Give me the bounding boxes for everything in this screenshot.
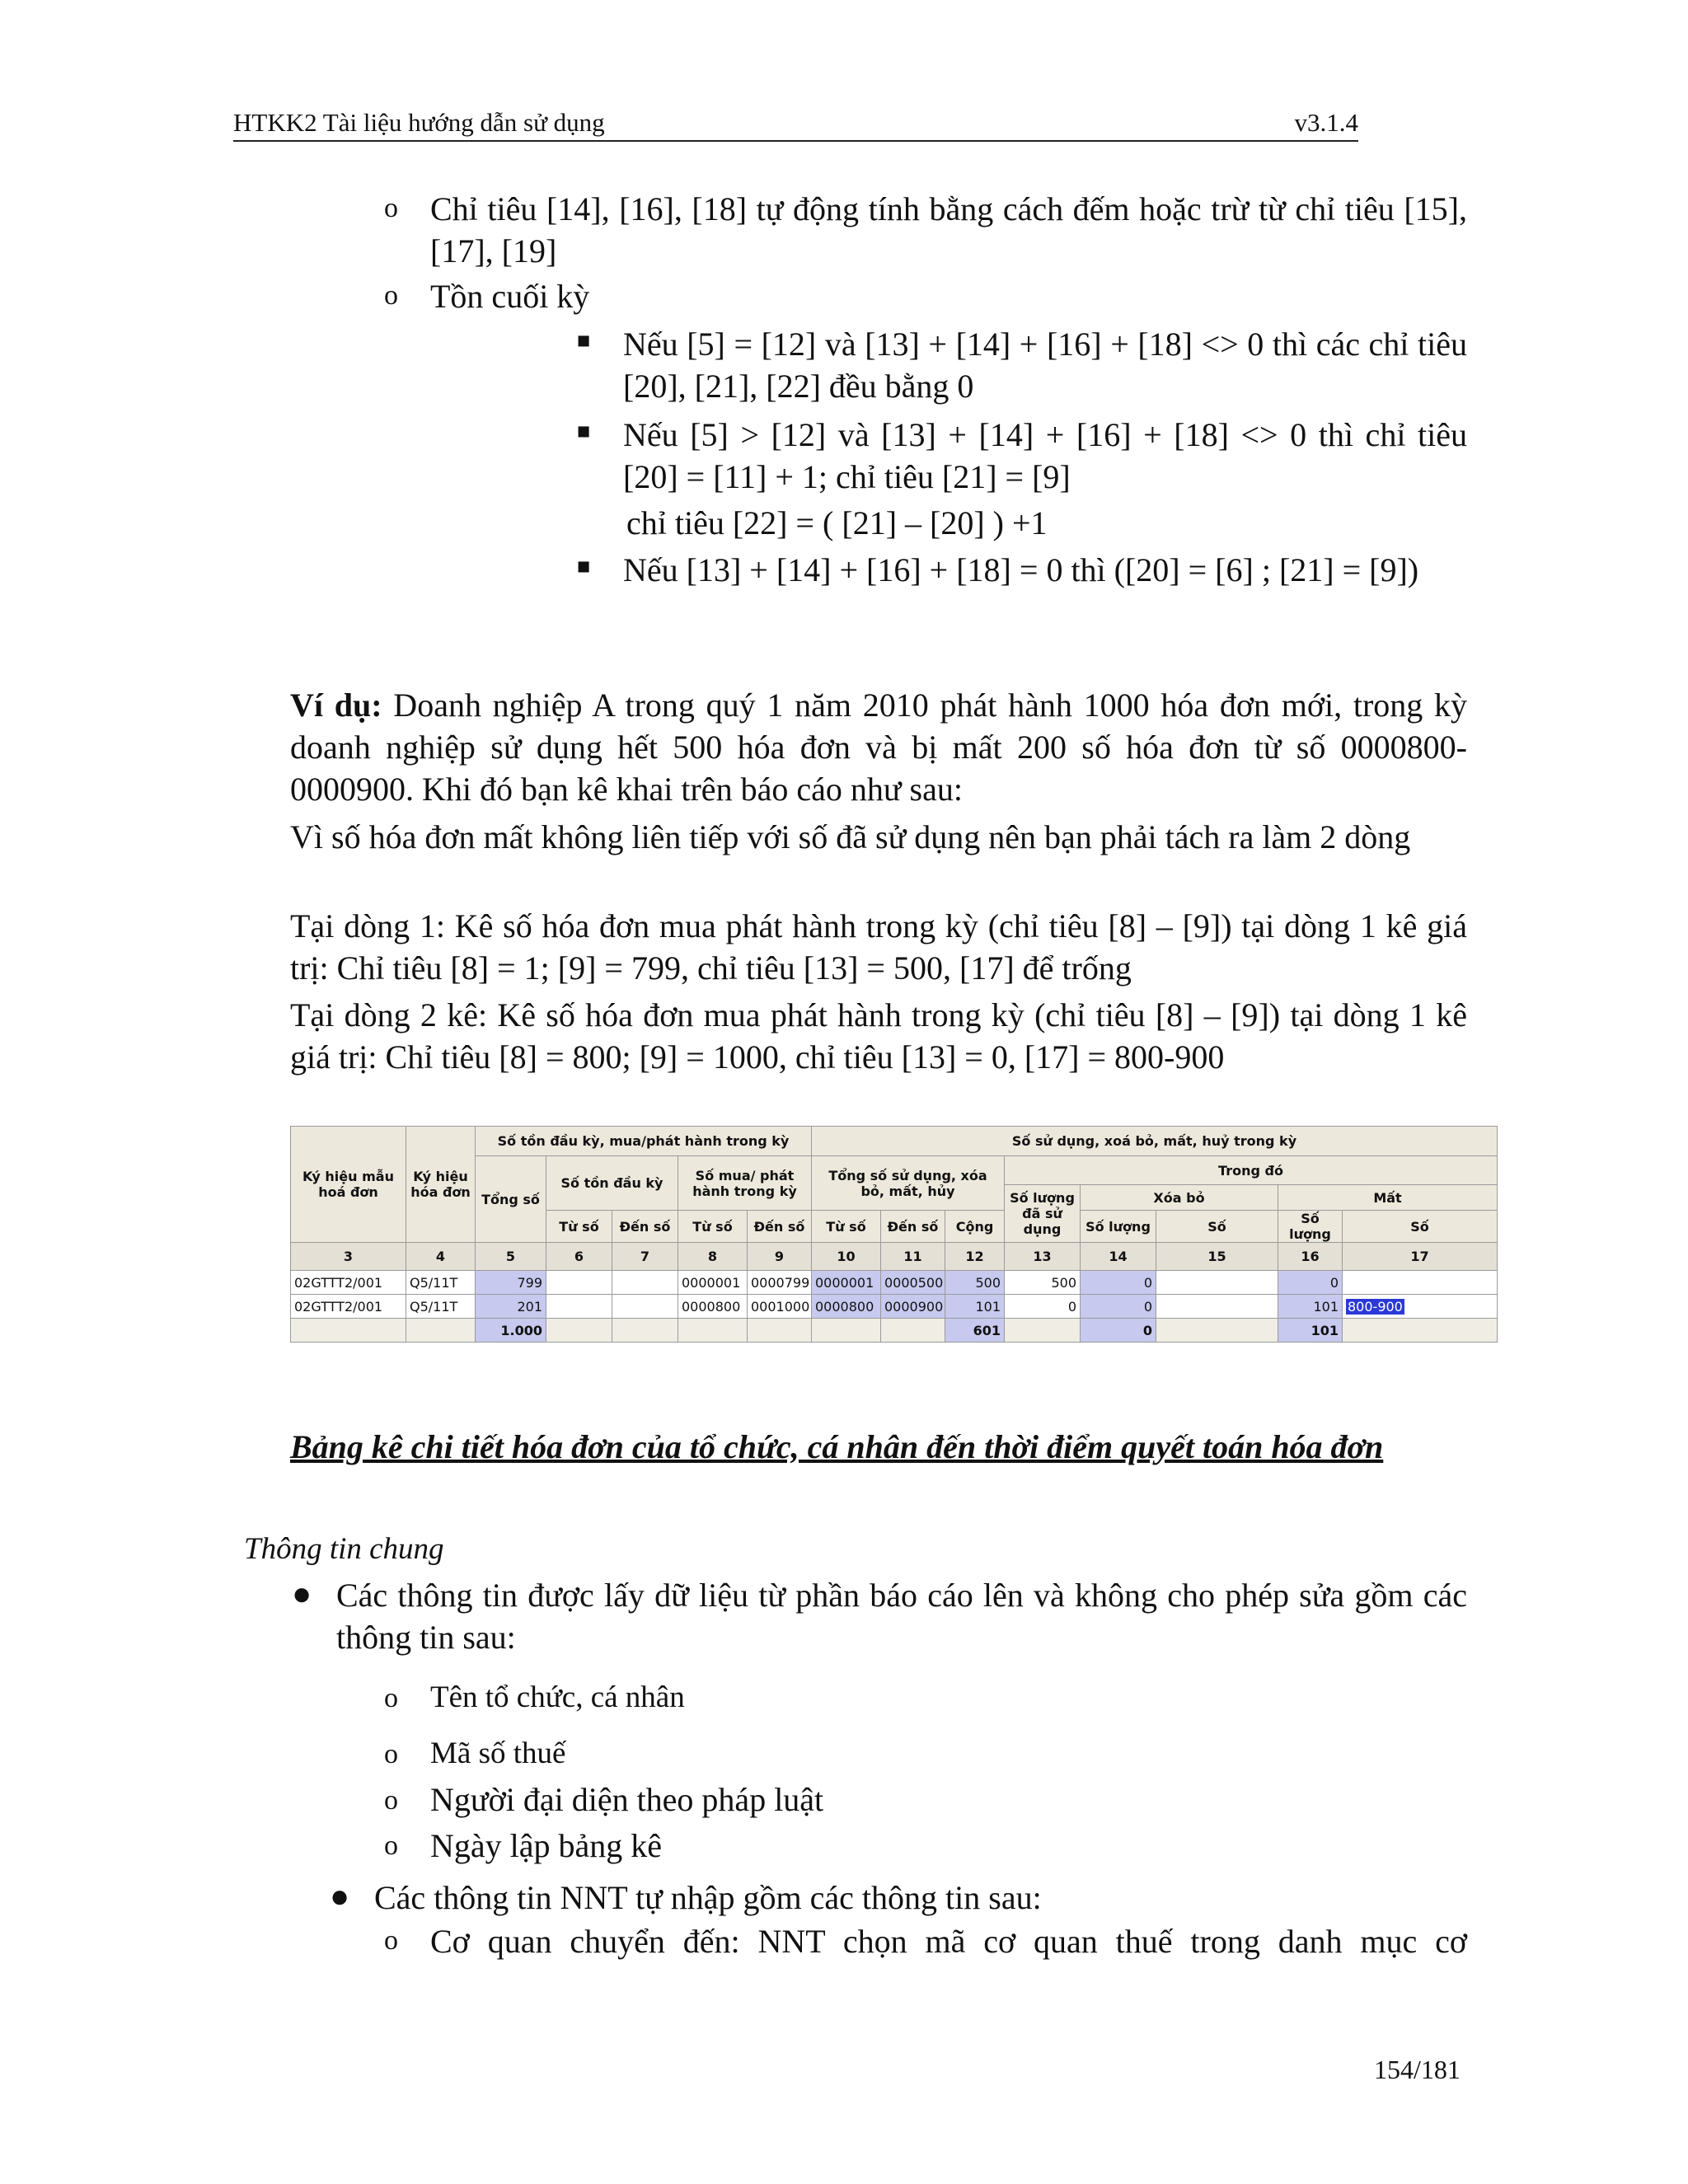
table-cell[interactable] [546, 1295, 612, 1319]
info-item: Mã số thuế [430, 1736, 566, 1770]
example-text: Doanh nghiệp A trong quý 1 năm 2010 phát hành 1000 hóa đơn mới, trong kỳ doanh nghiệp sử dụng hết 500 hóa đơn và bị mất 200 số hóa đơn từ số 0000800-0000900. Khi đó bạn kê khai trên báo cáo như sau: [290, 687, 1468, 808]
document-title: HTKK2 Tài liệu hướng dẫn sử dụng [233, 108, 605, 137]
table-cell[interactable]: Q5/11T [406, 1271, 476, 1295]
square-bullet-icon: ■ [577, 554, 591, 579]
table-cell[interactable]: 0 [1081, 1271, 1156, 1295]
total-cell: 101 [1278, 1319, 1343, 1343]
table-cell[interactable]: 101 [1278, 1295, 1343, 1319]
circle-bullet-icon: o [384, 193, 398, 223]
total-cell [612, 1319, 678, 1343]
table-cell[interactable]: 500 [1005, 1271, 1081, 1295]
col-index: 9 [748, 1243, 812, 1271]
col-header-so-luong: Số lượng [1081, 1211, 1156, 1243]
info-bullet-1: Các thông tin được lấy dữ liệu từ phần báo cáo lên và không cho phép sửa gồm các thông tin sau: [336, 1577, 1467, 1656]
table-cell[interactable]: 02GTTT2/001 [291, 1295, 406, 1319]
info-item: Người đại diện theo pháp luật [430, 1781, 824, 1818]
col-index: 13 [1005, 1243, 1081, 1271]
col-header-sl-da-su-dung: Số lượng đã sử dụng [1005, 1185, 1081, 1243]
invoice-report-table [290, 1126, 1498, 1343]
col-header-so: Số [1156, 1211, 1278, 1243]
total-cell [1156, 1319, 1278, 1343]
col-group-ton-dau-ky: Số tồn đầu kỳ, mua/phát hành trong kỳ [476, 1127, 812, 1156]
info-item: Cơ quan chuyển đến: NNT chọn mã cơ quan thuế trong danh mục cơ [430, 1923, 1467, 1960]
col-header-tu-so: Từ số [678, 1211, 748, 1243]
total-cell [748, 1319, 812, 1343]
table-cell[interactable] [612, 1271, 678, 1295]
example-paragraph [290, 684, 1467, 810]
table-cell[interactable] [1156, 1295, 1278, 1319]
col-header-den-so: Đến số [881, 1211, 945, 1243]
total-cell: 0 [1081, 1319, 1156, 1343]
total-cell [881, 1319, 945, 1343]
info-item: Ngày lập bảng kê [430, 1827, 663, 1864]
col-index: 7 [612, 1243, 678, 1271]
table-cell[interactable]: 500 [945, 1271, 1005, 1295]
total-cell [678, 1319, 748, 1343]
square-bullet-icon: ■ [577, 328, 591, 353]
col-index: 10 [812, 1243, 881, 1271]
circle-bullet-icon: o [384, 280, 398, 311]
table-cell[interactable]: 101 [945, 1295, 1005, 1319]
col-header-ton-dau-ky: Số tồn đầu kỳ [546, 1156, 678, 1211]
col-header-tu-so: Từ số [546, 1211, 612, 1243]
circle-bullet-icon: o [384, 1925, 398, 1956]
col-header-ky-hieu: Ký hiệu hóa đơn [406, 1127, 476, 1243]
col-index: 8 [678, 1243, 748, 1271]
table-cell[interactable]: 02GTTT2/001 [291, 1271, 406, 1295]
col-header-tu-so: Từ số [812, 1211, 881, 1243]
section-subheading: Thông tin chung [244, 1532, 444, 1566]
example-paragraph-3: Tại dòng 1: Kê số hóa đơn mua phát hành trong kỳ (chỉ tiêu [8] – [9]) tại dòng 1 kê giá trị: Chỉ tiêu [8] = 1; [9] = 799, chỉ tiêu [13] = 500, [17] để trống [290, 907, 1467, 987]
rule-sub-1: Nếu [5] = [12] và [13] + [14] + [16] + [18] <> 0 thì các chỉ tiêu [20], [21], [22] đều bằng 0 [623, 326, 1467, 405]
info-bullet-2: Các thông tin NNT tự nhập gồm các thông tin sau: [374, 1879, 1042, 1916]
section-heading: Bảng kê chi tiết hóa đơn của tổ chức, cá nhân đến thời điểm quyết toán hóa đơn [290, 1428, 1384, 1465]
table-cell[interactable]: 0000500 [881, 1271, 945, 1295]
circle-bullet-icon: o [384, 1830, 398, 1861]
table-cell[interactable]: 0000800 [678, 1295, 748, 1319]
table-cell[interactable] [1343, 1271, 1498, 1295]
info-item: Tên tổ chức, cá nhân [430, 1680, 685, 1714]
total-cell [1005, 1319, 1081, 1343]
dot-bullet-icon: ● [330, 1877, 350, 1915]
rule-item-1: Chỉ tiêu [14], [16], [18] tự động tính bằng cách đếm hoặc trừ từ chỉ tiêu [15], [17], [19] [430, 190, 1467, 269]
col-header-den-so: Đến số [748, 1211, 812, 1243]
total-cell [1343, 1319, 1498, 1343]
example-paragraph-4: Tại dòng 2 kê: Kê số hóa đơn mua phát hành trong kỳ (chỉ tiêu [8] – [9]) tại dòng 1 kê giá trị: Chỉ tiêu [8] = 800; [9] = 1000, chỉ tiêu [13] = 0, [17] = 800-900 [290, 996, 1467, 1076]
circle-bullet-icon: o [384, 1683, 398, 1713]
table-cell[interactable]: Q5/11T [406, 1295, 476, 1319]
document-version: v3.1.4 [1294, 108, 1358, 137]
col-index: 12 [945, 1243, 1005, 1271]
invoice-table-screenshot [290, 1126, 1497, 1371]
total-cell [291, 1319, 406, 1343]
page-number: 154/181 [1374, 2055, 1461, 2084]
table-row [291, 1271, 1498, 1295]
col-header-mua-phat-hanh: Số mua/ phát hành trong kỳ [678, 1156, 812, 1211]
table-total-row [291, 1319, 1498, 1343]
rule-sub-2: Nếu [5] > [12] và [13] + [14] + [16] + [18] <> 0 thì chỉ tiêu [20] = [11] + 1; chỉ tiêu [21] = [9] [623, 416, 1467, 495]
total-cell: 601 [945, 1319, 1005, 1343]
table-cell[interactable]: 0000900 [881, 1295, 945, 1319]
table-cell[interactable]: 0 [1005, 1295, 1081, 1319]
col-header-cong: Cộng [945, 1211, 1005, 1243]
col-index: 15 [1156, 1243, 1278, 1271]
col-index: 6 [546, 1243, 612, 1271]
total-cell [546, 1319, 612, 1343]
table-row [291, 1295, 1498, 1319]
table-cell[interactable] [1156, 1271, 1278, 1295]
total-cell [812, 1319, 881, 1343]
selected-table-cell[interactable] [1343, 1295, 1498, 1319]
col-group-su-dung: Số sử dụng, xoá bỏ, mất, huỷ trong kỳ [812, 1127, 1498, 1156]
example-label: Ví dụ: [290, 687, 382, 724]
rule-sub-2-cont: chỉ tiêu [22] = ( [21] – [20] ) +1 [626, 504, 1048, 541]
total-cell [406, 1319, 476, 1343]
col-header-mat: Mất [1278, 1185, 1498, 1211]
col-index: 4 [406, 1243, 476, 1271]
table-cell[interactable]: 799 [476, 1271, 546, 1295]
col-header-den-so: Đến số [612, 1211, 678, 1243]
circle-bullet-icon: o [384, 1739, 398, 1769]
col-index: 11 [881, 1243, 945, 1271]
table-cell[interactable]: 201 [476, 1295, 546, 1319]
rule-sub-3: Nếu [13] + [14] + [16] + [18] = 0 thì ([20] = [6] ; [21] = [9]) [623, 551, 1419, 588]
dot-bullet-icon: ● [292, 1575, 312, 1612]
col-header-tong-su-dung: Tổng số sử dụng, xóa bỏ, mất, hủy [812, 1156, 1005, 1211]
col-header-ky-hieu-mau: Ký hiệu mẫu hoá đơn [291, 1127, 406, 1243]
table-cell[interactable]: 0000800 [812, 1295, 881, 1319]
col-index: 16 [1278, 1243, 1343, 1271]
square-bullet-icon: ■ [577, 419, 591, 443]
col-header-so: Số [1343, 1211, 1498, 1243]
col-header-trong-do: Trong đó [1005, 1156, 1498, 1185]
table-cell[interactable]: 0001000 [748, 1295, 812, 1319]
circle-bullet-icon: o [384, 1785, 398, 1816]
col-index: 3 [291, 1243, 406, 1271]
table-cell[interactable]: 0000001 [812, 1271, 881, 1295]
table-cell[interactable]: 0000001 [678, 1271, 748, 1295]
col-index: 17 [1343, 1243, 1498, 1271]
table-cell[interactable]: 0000799 [748, 1271, 812, 1295]
col-header-so-luong: Số lượng [1278, 1211, 1343, 1243]
rule-item-2: Tồn cuối kỳ [430, 278, 590, 315]
table-cell[interactable]: 0 [1278, 1271, 1343, 1295]
table-cell[interactable] [546, 1271, 612, 1295]
col-index: 14 [1081, 1243, 1156, 1271]
col-index: 5 [476, 1243, 546, 1271]
example-paragraph-2: Vì số hóa đơn mất không liên tiếp với số đã sử dụng nên bạn phải tách ra làm 2 dòng [290, 818, 1411, 855]
table-cell[interactable]: 0 [1081, 1295, 1156, 1319]
selected-cell-text: 800-900 [1348, 1298, 1403, 1315]
col-header-xoa-bo: Xóa bỏ [1081, 1185, 1278, 1211]
col-header-tong-so: Tổng số [476, 1156, 546, 1243]
table-cell[interactable] [612, 1295, 678, 1319]
page-header [233, 105, 1358, 142]
total-cell: 1.000 [476, 1319, 546, 1343]
